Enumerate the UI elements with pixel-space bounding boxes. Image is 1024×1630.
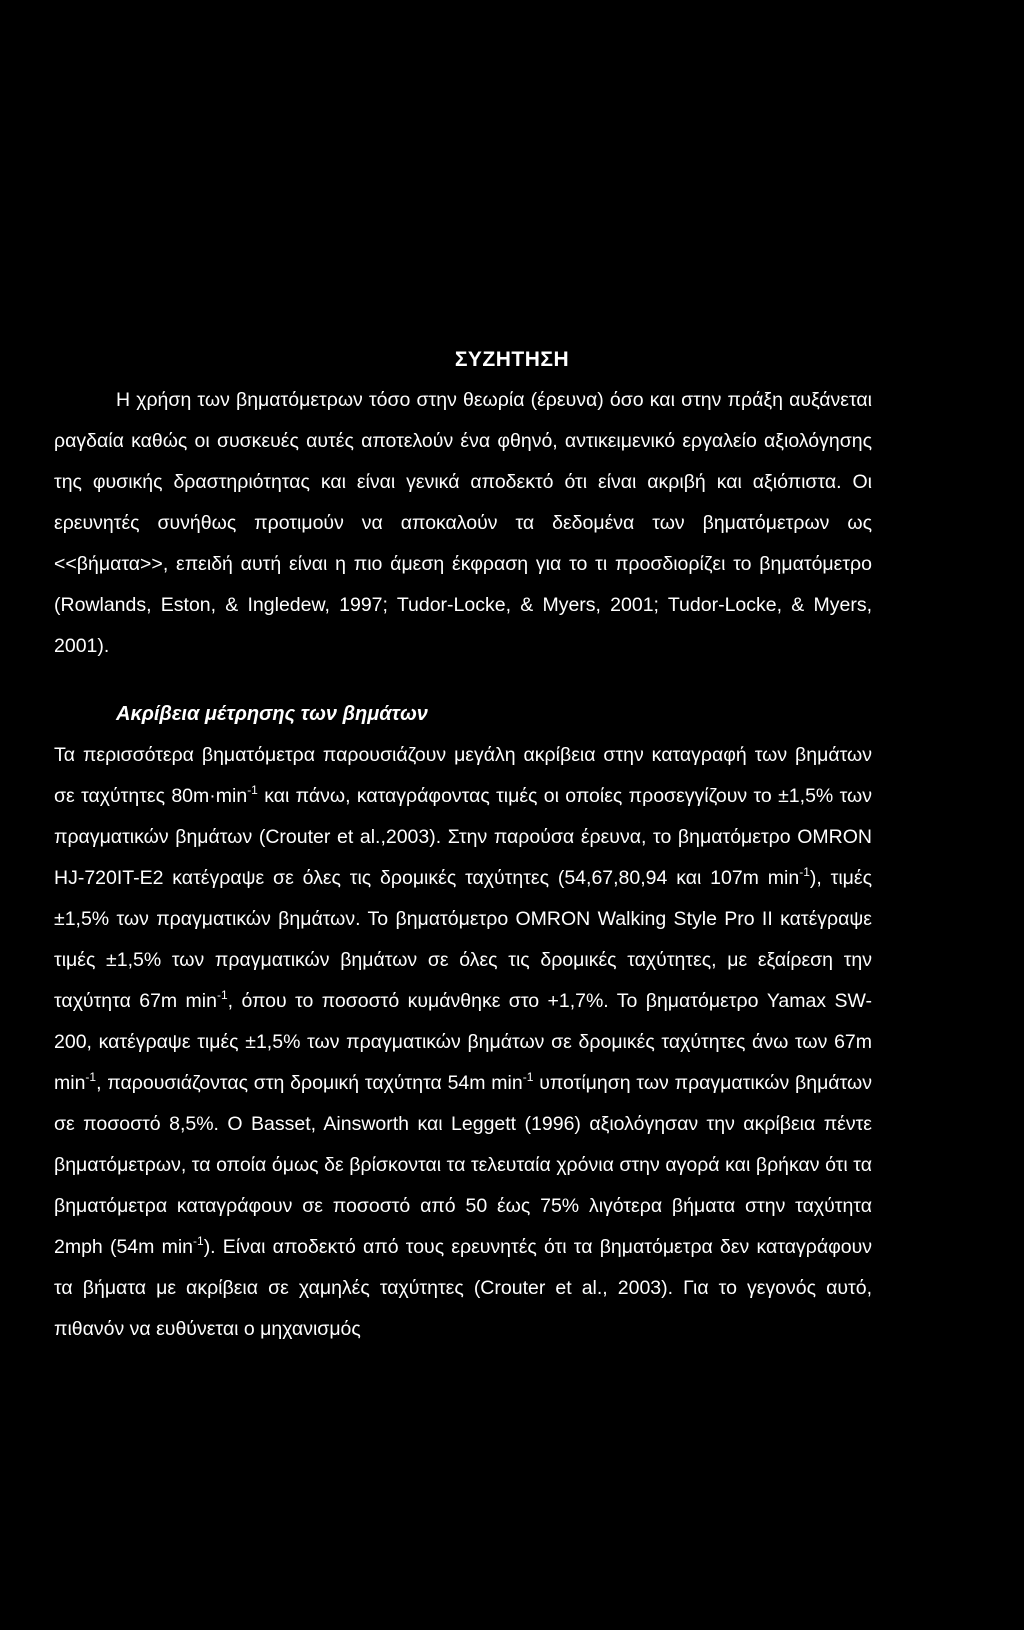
text-run: Τα περισσότερα βηματόμετρα παρουσιάζουν μεγάλη ακρίβεια στην καταγραφή των βημάτων σε ταχύτητες 80m·min [54,744,872,807]
discussion-paragraph: Η χρήση των βηματόμετρων τόσο στην θεωρία (έρευνα) όσο και στην πράξη αυξάνεται ραγδαία καθώς οι συσκευές αυτές αποτελούν ένα φθηνό, αντικειμενικό εργαλείο αξιολόγησης της φυσικής δραστηριότητας και είναι γενικά αποδεκτό ότι είναι ακριβή και αξιόπιστα. Οι ερευνητές συνήθως προτιμούν να αποκαλούν τα δεδομένα των βηματόμετρων ως <<βήματα>>, επειδή αυτή είναι η πιο άμεση έκφραση για το τι προσδιορίζει το βηματόμετρο (Rowlands, Eston, & Ingledew, 1997; Tudor-Locke, & Myers, 2001; Tudor-Locke, & Myers, 2001). [54,389,872,657]
accuracy-paragraph [54,735,872,1350]
text-run: , παρουσιάζοντας στη δρομική ταχύτητα 54m min [96,1072,523,1094]
subsection-title: Ακρίβεια μέτρησης των βημάτων [116,703,428,725]
section-title: ΣΥΖΗΤΗΣΗ [454,348,570,371]
superscript: -1 [247,783,258,797]
text-run: ), τιμές ±1,5% των πραγματικών βημάτων. Το βηματόμετρο OMRON Walking Style Pro II κατέγραψε τιμές ±1,5% των πραγματικών βημάτων σε όλες τις δρομικές ταχύτητες, με εξαίρεση την ταχύτητα 67m min [54,867,872,1012]
superscript: -1 [193,1234,204,1248]
superscript: -1 [799,865,810,879]
text-run: και πάνω, καταγράφοντας τιμές οι οποίες προσεγγίζουν το ±1,5% των πραγματικών βημάτων (Crouter et al.,2003). Στην παρούσα έρευνα, το βηματόμετρο OMRON HJ-720IT-E2 κατέγραψε σε όλες τις δρομικές ταχύτητες (54,67,80,94 και 107m min [54,785,872,889]
text-run: υποτίμηση των πραγματικών βημάτων σε ποσοστό 8,5%. Ο Basset, Ainsworth και Leggett (1996) αξιολόγησαν την ακρίβεια πέντε βηματόμετρων, τα οποία όμως δε βρίσκονται τα τελευταία χρόνια στην αγορά και βρήκαν ότι τα βηματόμετρα καταγράφουν σε ποσοστό από 50 έως 75% λιγότερα βήματα στην ταχύτητα 2mph (54m min [54,1072,872,1258]
text-run: , όπου το ποσοστό κυμάνθηκε στο +1,7%. Το βηματόμετρο Yamax SW-200, κατέγραψε τιμές ±1,5% των πραγματικών βημάτων σε δρομικές ταχύτητες άνω των 67m min [54,990,872,1094]
superscript: -1 [216,988,228,1002]
superscript: -1 [522,1070,534,1084]
text-run: ). Είναι αποδεκτό από τους ερευνητές ότι τα βηματόμετρα δεν καταγράφουν τα βήματα με ακρίβεια σε χαμηλές ταχύτητες (Crouter et al., 2003). Για το γεγονός αυτό, πιθανόν να ευθύνεται ο μηχανισμός [54,1236,872,1340]
superscript: -1 [85,1070,97,1084]
